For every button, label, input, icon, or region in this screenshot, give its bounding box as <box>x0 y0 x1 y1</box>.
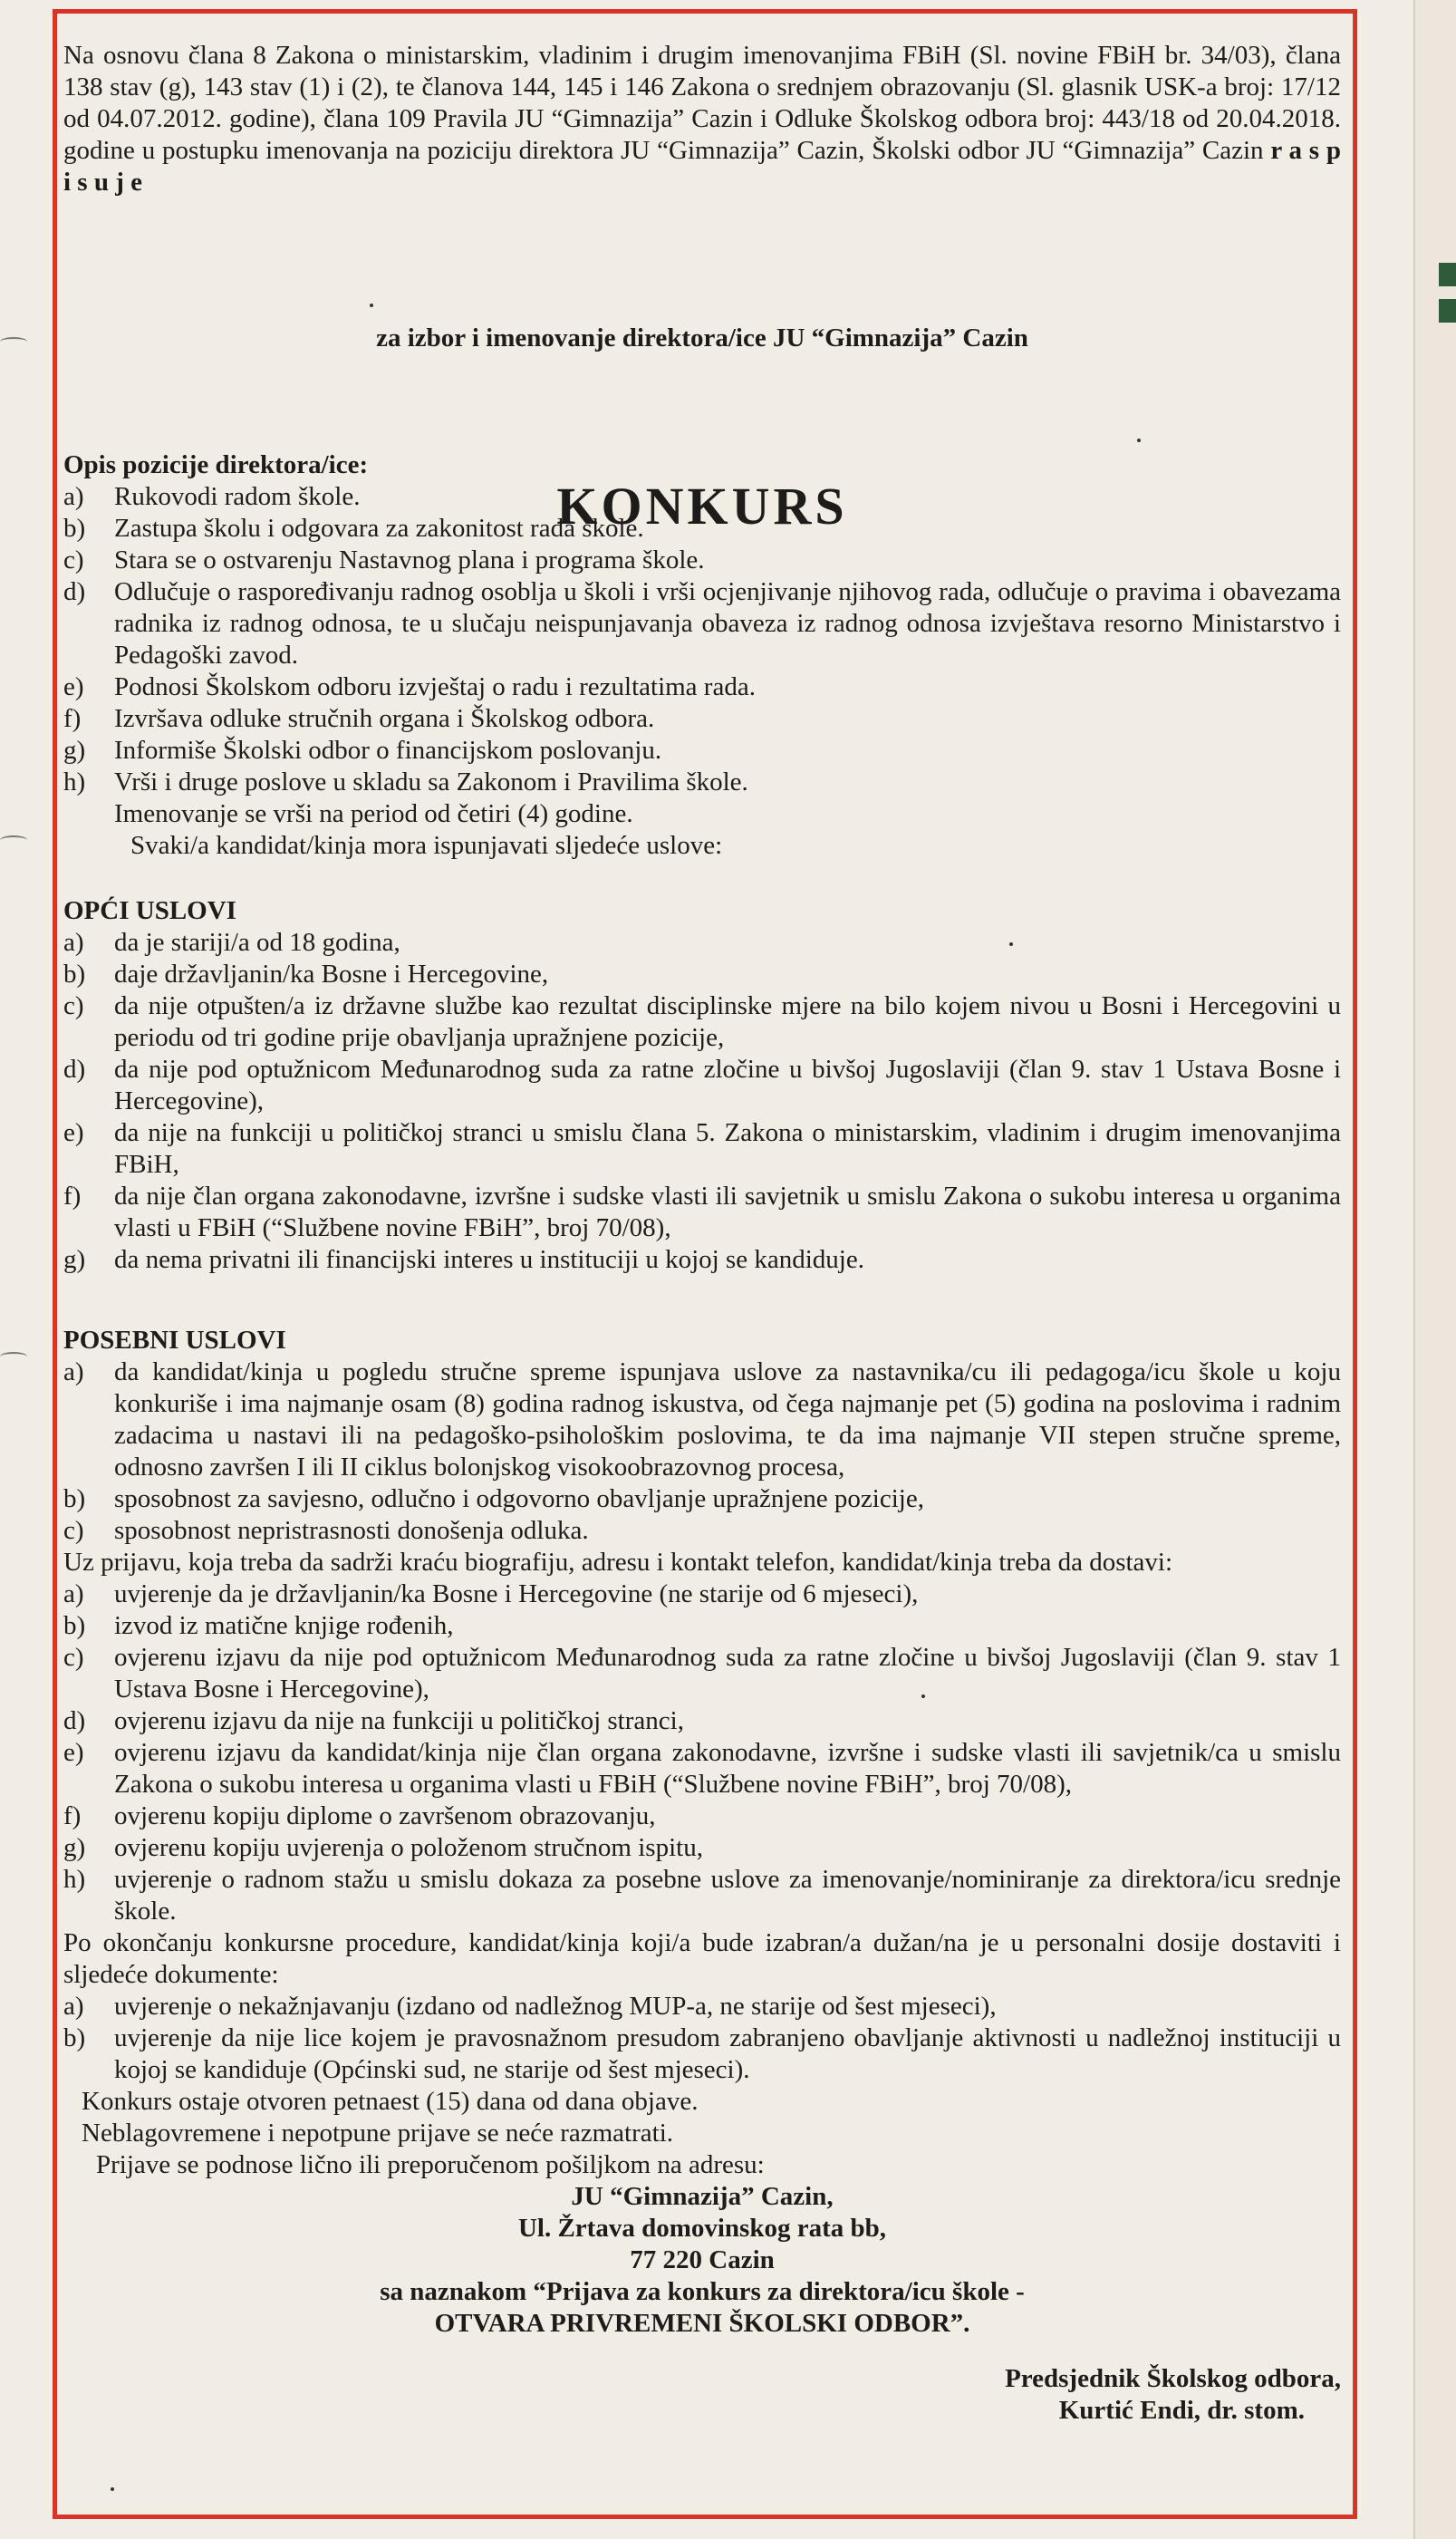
list-item <box>63 959 1341 990</box>
list-text: Rukovodi radom škole. <box>114 482 361 511</box>
list-item <box>63 2023 1341 2086</box>
list-item <box>63 1578 1341 1610</box>
list-text: ovjerenu izjavu da kandidat/kinja nije član organa zakonodavne, izvršne i sudske vlasti ili savjetnik/ca u smislu Zakona o sukobu interesa u organima vlasti u FBiH (“Službene novine FBiH”, broj 70/08), <box>114 1738 1341 1799</box>
list-text: Zastupa školu i odgovara za zakonitost rada škole. <box>114 514 644 543</box>
opis-note-period: Imenovanje se vrši na period od četiri (4) godine. <box>114 799 633 828</box>
intro-paragraph <box>63 40 1341 198</box>
margin-mark <box>0 337 27 346</box>
list-text: ovjerenu izjavu da nije na funkciji u političkoj stranci, <box>114 1706 684 1735</box>
list-text: Odlučuje o raspoređivanju radnog osoblja u školi i vrši ocjenjivanje njihovog rada, odlučuje o pravima i obavezama radnika iz radnog odnosa, te u slučaju neispunjavanja obaveza iz radnog odnosa izvještava resorno Ministarstvo i Pedagoški zavod. <box>114 577 1341 670</box>
section-opis <box>63 449 1341 862</box>
list-text: sposobnost za savjesno, odlučno i odgovorno obavljanje upražnjene pozicije, <box>114 1484 924 1513</box>
intro-text: Na osnovu člana 8 Zakona o ministarskim, vladinim i drugim imenovanjima FBiH (Sl. novine FBiH br. 34/03), člana 138 stav (g), 143 stav (1) i (2), te članova 144, 145 i 146 Zakona o srednjem obrazovanju (Sl. glasnik USK-a broj: 17/12 od 04.07.2012. godine), člana 109 Pravila JU “Gimnazija” Cazin i Odluke Školskog odbora broj: 443/18 od 20.04.2018. godine u postupku imenovanja na poziciju direktora JU “Gimnazija” Cazin, Školski odbor JU “Gimnazija” Cazin <box>63 41 1341 165</box>
margin-mark <box>0 835 27 845</box>
list-letter: c) <box>63 545 84 574</box>
list-letter: b) <box>63 514 86 543</box>
address-name: JU “Gimnazija” Cazin, <box>571 2182 834 2211</box>
list-text: uvjerenje da nije lice kojem je pravosnažnom presudom zabranjeno obavljanje aktivnosti u nadležnoj instituciji u kojoj se kandiduje (Općinski sud, ne starije od šest mjeseci). <box>114 2023 1341 2084</box>
list-item <box>63 1483 1341 1515</box>
section-opci-uslovi <box>63 895 1341 1276</box>
list-letter: a) <box>63 1579 84 1608</box>
list-item <box>63 1610 1341 1642</box>
adjacent-page-stripe <box>1439 299 1456 323</box>
list-text: Podnosi Školskom odboru izvještaj o radu i rezultatima rada. <box>114 672 756 701</box>
posebni-list <box>63 1356 1341 1547</box>
list-item <box>63 1515 1341 1547</box>
closing-open-period: Konkurs ostaje otvoren petnaest (15) dana od dana objave. <box>82 2087 699 2116</box>
list-item <box>63 576 1341 671</box>
list-text: daje državljanin/ka Bosne i Hercegovine, <box>114 960 549 989</box>
print-speck <box>921 1694 925 1698</box>
list-letter: a) <box>63 1357 84 1386</box>
list-text: uvjerenje o nekažnjavanju (izdano od nadležnog MUP-a, ne starije od šest mjeseci), <box>114 1992 997 2021</box>
margin-mark <box>0 1352 27 1361</box>
signature-title: Predsjednik Školskog odbora, <box>1005 2364 1341 2393</box>
list-text: da kandidat/kinja u pogledu stručne spreme ispunjava uslove za nastavnika/cu ili pedagoga/icu škole u koju konkuriše i ima najmanje osam (8) godina radnog iskustva, od čega najmanje pet (5) godina na poslovima i radnim zadacima u nastavi ili na pedagoško-psihološkim poslovima, te da ima najmanje VII stepen stručne spreme, odnosno završen I ili II ciklus bolonjskog visokoobrazovnog procesa, <box>114 1357 1341 1482</box>
list-letter: b) <box>63 2023 86 2052</box>
list-letter: c) <box>63 1516 84 1545</box>
list-item <box>63 1864 1341 1927</box>
list-letter: e) <box>63 1118 84 1147</box>
adjacent-page-edge <box>1413 0 1456 2539</box>
list-item <box>63 1800 1341 1832</box>
list-item <box>63 1705 1341 1737</box>
list-letter: a) <box>63 1992 84 2021</box>
list-text: da nije član organa zakonodavne, izvršne i sudske vlasti ili savjetnik u smislu Zakona o sukobu interesa u organima vlasti u FBiH (“Službene novine FBiH”, broj 70/08), <box>114 1182 1341 1242</box>
list-item <box>63 703 1341 735</box>
print-speck <box>1009 942 1013 946</box>
prijava-intro: Uz prijavu, koja treba da sadrži kraću biografiju, adresu i kontakt telefon, kandidat/kinja treba da dostavi: <box>63 1548 1173 1577</box>
list-item <box>63 767 1341 798</box>
list-text: da je stariji/a od 18 godina, <box>114 928 400 957</box>
list-text: Informiše Školski odbor o financijskom poslovanju. <box>114 736 662 765</box>
list-letter: b) <box>63 960 86 989</box>
list-item <box>63 1117 1341 1181</box>
list-letter: a) <box>63 928 84 957</box>
list-text: sposobnost nepristrasnosti donošenja odluka. <box>114 1516 589 1545</box>
list-item <box>63 1832 1341 1864</box>
list-text: da nije otpušten/a iz državne službe kao rezultat disciplinske mjere na bilo kojem nivou u Bosni i Hercegovini u periodu od tri godine prije obavljanja upražnjene pozicije, <box>114 991 1341 1052</box>
address-label-note-2: OTVARA PRIVREMENI ŠKOLSKI ODBOR”. <box>434 2309 970 2338</box>
address-label-note: sa naznakom “Prijava za konkurs za direktora/icu škole - <box>380 2277 1025 2306</box>
opci-list <box>63 927 1341 1276</box>
section-posebni-uslovi <box>63 1325 1341 2427</box>
list-letter: g) <box>63 1245 86 1274</box>
section-heading: OPĆI USLOVI <box>63 896 236 925</box>
address-city: 77 220 Cazin <box>630 2245 775 2274</box>
section-heading: POSEBNI USLOVI <box>63 1326 286 1355</box>
list-item <box>63 1244 1341 1276</box>
list-letter: b) <box>63 1484 86 1513</box>
opis-note-conditions: Svaki/a kandidat/kinja mora ispunjavati sljedeće uslove: <box>130 831 723 860</box>
list-text: ovjerenu kopiju diplome o završenom obrazovanju, <box>114 1801 656 1830</box>
list-item <box>63 1991 1341 2023</box>
list-letter: f) <box>63 704 82 733</box>
signature-name: Kurtić Endi, dr. stom. <box>1058 2396 1305 2425</box>
document-subtitle: za izbor i imenovanje direktora/ice JU “Gimnazija” Cazin <box>376 323 1028 352</box>
list-letter: a) <box>63 482 84 511</box>
list-item <box>63 481 1341 513</box>
list-text: Stara se o ostvarenju Nastavnog plana i programa škole. <box>114 545 705 574</box>
list-item <box>63 1737 1341 1800</box>
list-letter: c) <box>63 1643 84 1672</box>
izabrani-list <box>63 1991 1341 2086</box>
list-letter: h) <box>63 767 86 796</box>
list-item <box>63 735 1341 767</box>
closing-submit-info: Prijave se podnose lično ili preporučenom pošiljkom na adresu: <box>96 2150 765 2179</box>
section-heading: Opis pozicije direktora/ice: <box>63 450 369 479</box>
list-text: ovjerenu izjavu da nije pod optužnicom Međunarodnog suda za ratne zločine u bivšoj Jugoslaviji (član 9. stav 1 Ustava Bosne i Hercegovine), <box>114 1643 1341 1704</box>
list-item <box>63 513 1341 545</box>
izabrani-intro: Po okončanju konkursne procedure, kandidat/kinja koji/a bude izabran/a dužan/na je u personalni dosije dostaviti i sljedeće dokumente: <box>63 1928 1341 1989</box>
closing-late-applications: Neblagovremene i nepotpune prijave se neće razmatrati. <box>82 2119 673 2148</box>
print-speck <box>111 2487 114 2491</box>
list-text: da nema privatni ili financijski interes u instituciji u kojoj se kandiduje. <box>114 1245 864 1274</box>
list-text: uvjerenje da je državljanin/ka Bosne i Hercegovine (ne starije od 6 mjeseci), <box>114 1579 919 1608</box>
list-letter: h) <box>63 1865 86 1894</box>
list-item <box>63 1181 1341 1244</box>
list-letter: g) <box>63 1833 86 1862</box>
intro-raspisuje: r a s p i s u j e <box>63 136 1342 197</box>
list-text: izvod iz matične knjige rođenih, <box>114 1611 454 1640</box>
list-text: ovjerenu kopiju uvjerenja o položenom stručnom ispitu, <box>114 1833 703 1862</box>
list-text: Vrši i druge poslove u skladu sa Zakonom i Pravilima škole. <box>114 767 748 796</box>
list-letter: g) <box>63 736 86 765</box>
list-letter: e) <box>63 1738 84 1767</box>
list-item <box>63 545 1341 576</box>
address-street: Ul. Žrtava domovinskog rata bb, <box>517 2214 887 2243</box>
list-letter: d) <box>63 1055 86 1084</box>
list-item <box>63 1642 1341 1705</box>
list-letter: c) <box>63 991 84 1020</box>
list-item <box>63 1054 1341 1117</box>
list-letter: f) <box>63 1801 82 1830</box>
print-speck <box>370 304 373 307</box>
list-text: Izvršava odluke stručnih organa i Školskog odbora. <box>114 704 655 733</box>
list-letter: d) <box>63 577 86 606</box>
list-text: da nije na funkciji u političkoj stranci u smislu člana 5. Zakona o ministarskim, vladinim i drugim imenovanjima FBiH, <box>114 1118 1341 1179</box>
list-item <box>63 927 1341 959</box>
document-title: KONKURS <box>556 477 848 536</box>
list-letter: b) <box>63 1611 86 1640</box>
list-text: da nije pod optužnicom Međunarodnog suda za ratne zločine u bivšoj Jugoslaviji (član 9. stav 1 Ustava Bosne i Hercegovine), <box>114 1055 1341 1115</box>
list-item <box>63 1356 1341 1483</box>
prijava-list <box>63 1578 1341 1927</box>
opis-list <box>63 481 1341 798</box>
list-letter: d) <box>63 1706 86 1735</box>
list-letter: f) <box>63 1182 82 1211</box>
list-letter: e) <box>63 672 84 701</box>
adjacent-page-stripe <box>1439 263 1456 286</box>
print-speck <box>1137 439 1141 442</box>
list-text: uvjerenje o radnom stažu u smislu dokaza za posebne uslove za imenovanje/nominiranje za direktora/icu srednje škole. <box>114 1865 1341 1926</box>
list-item <box>63 671 1341 703</box>
list-item <box>63 990 1341 1054</box>
